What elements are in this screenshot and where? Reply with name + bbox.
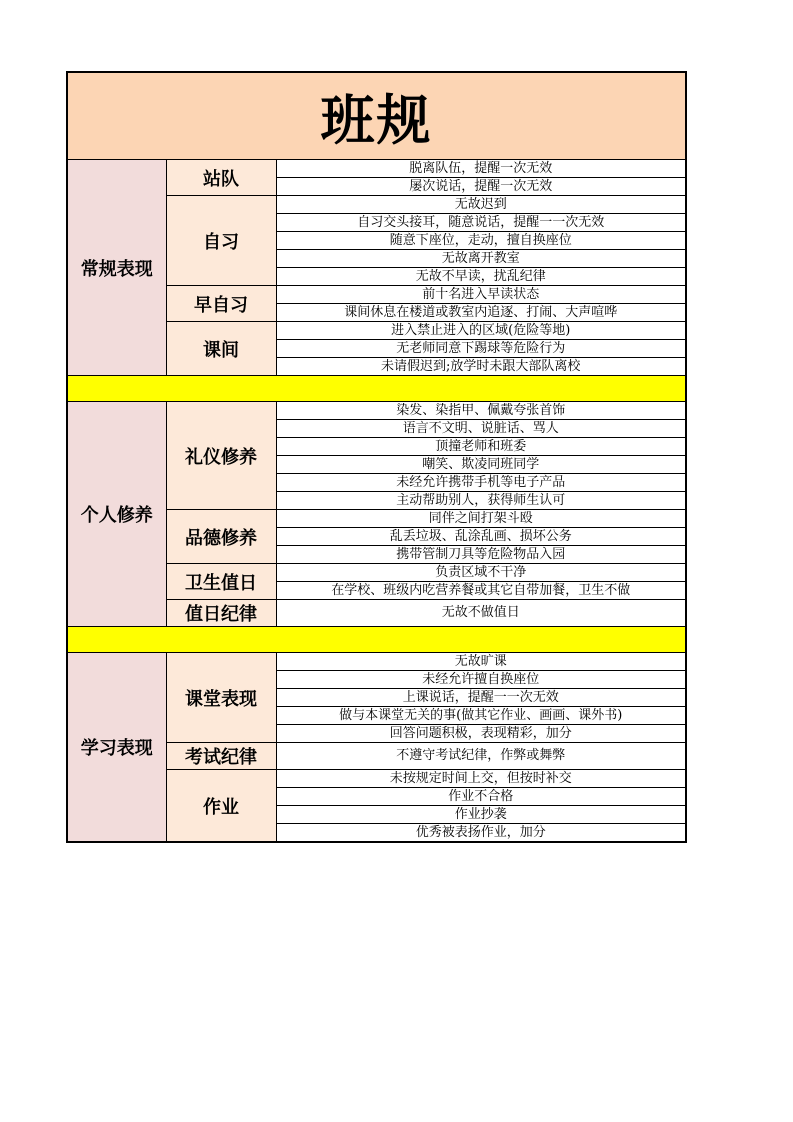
rule-item: 在学校、班级内吃营养餐或其它自带加餐，卫生不做 (276, 582, 686, 600)
class-rules-table (66, 71, 687, 843)
rule-item: 无故迟到 (276, 196, 686, 214)
rule-item: 未经允许携带手机等电子产品 (276, 474, 686, 492)
category-cell: 个人修养 (67, 402, 166, 627)
title-row (67, 72, 686, 160)
rule-item: 屡次说话，提醒一次无效 (276, 178, 686, 196)
rule-item: 回答问题积极，表现精彩，加分 (276, 725, 686, 743)
group-cell: 课间 (166, 322, 276, 376)
rule-item: 嘲笑、欺凌同班同学 (276, 456, 686, 474)
group-cell: 作业 (166, 770, 276, 843)
rule-item: 课间休息在楼道或教室内追逐、打闹、大声喧哗 (276, 304, 686, 322)
rule-item: 未按规定时间上交，但按时补交 (276, 770, 686, 788)
rule-item: 脱离队伍，提醒一次无效 (276, 160, 686, 178)
rule-item: 自习交头接耳，随意说话，提醒一一次无效 (276, 214, 686, 232)
group-cell: 卫生值日 (166, 564, 276, 600)
rule-item: 同伴之间打架斗殴 (276, 510, 686, 528)
rule-item: 无故离开教室 (276, 250, 686, 268)
rule-item: 进入禁止进入的区域(危险等地) (276, 322, 686, 340)
rule-item: 携带管制刀具等危险物品入园 (276, 546, 686, 564)
section-separator (67, 627, 686, 653)
group-cell: 课堂表现 (166, 653, 276, 743)
group-cell: 值日纪律 (166, 600, 276, 627)
rule-item: 无故旷课 (276, 653, 686, 671)
rule-item: 作业不合格 (276, 788, 686, 806)
rule-item: 上课说话，提醒一一次无效 (276, 689, 686, 707)
rule-row (67, 402, 686, 420)
group-cell: 早自习 (166, 286, 276, 322)
section-separator (67, 376, 686, 402)
rule-item: 优秀被表扬作业，加分 (276, 824, 686, 843)
rule-item: 语言不文明、说脏话、骂人 (276, 420, 686, 438)
rule-item: 无故不早读，扰乱纪律 (276, 268, 686, 286)
category-cell: 学习表现 (67, 653, 166, 843)
category-cell: 常规表现 (67, 160, 166, 376)
rule-item: 主动帮助别人，获得师生认可 (276, 492, 686, 510)
group-cell: 站队 (166, 160, 276, 196)
rule-item: 染发、染指甲、佩戴夸张首饰 (276, 402, 686, 420)
rule-item: 负责区域不干净 (276, 564, 686, 582)
separator-row (67, 627, 686, 653)
group-cell: 品德修养 (166, 510, 276, 564)
group-cell: 自习 (166, 196, 276, 286)
rule-item: 无故不做值日 (276, 600, 686, 627)
group-cell: 考试纪律 (166, 743, 276, 770)
group-cell: 礼仪修养 (166, 402, 276, 510)
rule-item: 不遵守考试纪律，作弊或舞弊 (276, 743, 686, 770)
rule-item: 乱丢垃圾、乱涂乱画、损坏公务 (276, 528, 686, 546)
rule-item: 顶撞老师和班委 (276, 438, 686, 456)
rule-item: 随意下座位，走动，擅自换座位 (276, 232, 686, 250)
page-title: 班规 (67, 72, 686, 160)
rule-item: 未经允许擅自换座位 (276, 671, 686, 689)
rule-item: 作业抄袭 (276, 806, 686, 824)
rule-item: 做与本课堂无关的事(做其它作业、画画、课外书) (276, 707, 686, 725)
rule-item: 未请假迟到;放学时未跟大部队离校 (276, 358, 686, 376)
rule-item: 无老师同意下踢球等危险行为 (276, 340, 686, 358)
rule-row (67, 653, 686, 671)
rule-row (67, 160, 686, 178)
separator-row (67, 376, 686, 402)
rule-item: 前十名进入早读状态 (276, 286, 686, 304)
rules-body (67, 72, 686, 842)
